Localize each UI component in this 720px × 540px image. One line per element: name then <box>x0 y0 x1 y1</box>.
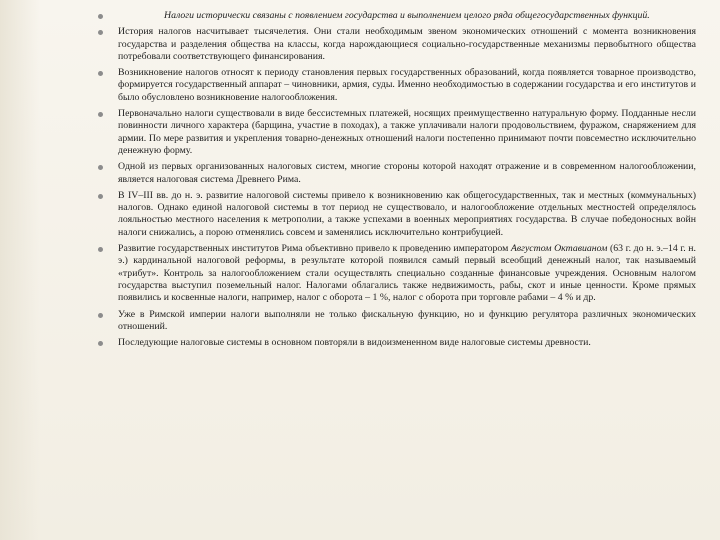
list-item <box>98 243 696 304</box>
list-item <box>98 190 696 239</box>
bullet-icon <box>98 112 103 117</box>
bullet-icon <box>98 341 103 346</box>
bullet-icon <box>98 165 103 170</box>
paragraph-text-start: Развитие государственных институтов Рима объективно привело к проведению императором <box>118 243 511 255</box>
paragraph-text: Уже в Римской империи налоги выполняли не только фискальную функцию, но и функцию регулятора различных экономических отношений. <box>118 308 696 332</box>
bullet-icon <box>98 313 103 318</box>
list-item <box>98 309 696 334</box>
text-body <box>98 10 696 353</box>
list-item <box>98 161 696 186</box>
slide-heading: Налоги исторически связаны с появлением государства и выполнением целого ряда общегосударственных функций. <box>164 10 650 21</box>
paragraph-text-end: (63 г. до н. э.–14 г. н. э.) кардинальной налоговой реформы, в результате которой появился самый первый всеобщий денежный налог, так называемый «трибут». Контроль за налогообложением стали осуществлять специально созданные финансовые учреждения. Основным налогом государства выступил поземельный налог. Налогами облагались также недвижимость, рабы, скот и иные ценности. Кроме прямых появились и косвенные налоги, например, налог с оборота – 1 %, налог с оборота при торговле рабами – 4 % и др. <box>118 243 696 304</box>
paragraph-text: Первоначально налоги существовали в виде бессистемных платежей, носящих преимущественно натуральную форму. Подданные несли повинности личного характера (барщина, участие в походах), а также уплачивали налоги продовольствием, фуражом, снаряжением для армии. По мере развития и укрепления товарно-денежных отношений налоги постепенно принимают почти повсеместно исключительно денежную форму. <box>118 108 696 156</box>
paragraph-text: В IV–III вв. до н. э. развитие налоговой системы привело к возникновению как общегосударственных, так и местных (коммунальных) налогов. Однако единой налоговой системы в тот период не существовало, и налогообложение отдельных местностей определялось лояльностью местного населения к метрополии, а также успехами в военных мероприятиях государства. В случае победоносных войн налоги снижались, а порою отменялись совсем и заменялись исключительно контрибуцией. <box>118 189 696 238</box>
list-item <box>98 108 696 157</box>
paragraph-text: Одной из первых организованных налоговых систем, многие стороны которой находят отражение и в современном налогообложении, является налоговая система Древнего Рима. <box>118 161 696 185</box>
list-item <box>98 26 696 63</box>
bullet-icon <box>98 71 103 76</box>
bullet-icon <box>98 14 103 19</box>
list-item <box>98 67 696 104</box>
list-item <box>98 337 696 349</box>
paragraph-text: История налогов насчитывает тысячелетия. Они стали необходимым звеном экономических отношений с момента возникновения государства и разделения общества на классы, когда нарождающиеся социально-государственные механизмы первобытного общества потребовали соответствующего финансирования. <box>118 26 696 62</box>
bullet-icon <box>98 247 103 252</box>
paragraph-text: Последующие налоговые системы в основном повторяли в видоизмененном виде налоговые системы древности. <box>118 337 591 349</box>
page-edge-shadow <box>0 0 40 540</box>
list-item <box>98 10 696 22</box>
bullet-icon <box>98 30 103 35</box>
emperor-name: Августом Октавианом <box>510 243 608 255</box>
bullet-icon <box>98 194 103 199</box>
paragraph-text: Возникновение налогов относят к периоду становления первых государственных образований, когда появляется товарное производство, формируется государственный аппарат – чиновники, армия, суды. Именно необходимостью в содержании государства и его институтов и было обусловлено возникновение налогообложения. <box>118 67 696 103</box>
